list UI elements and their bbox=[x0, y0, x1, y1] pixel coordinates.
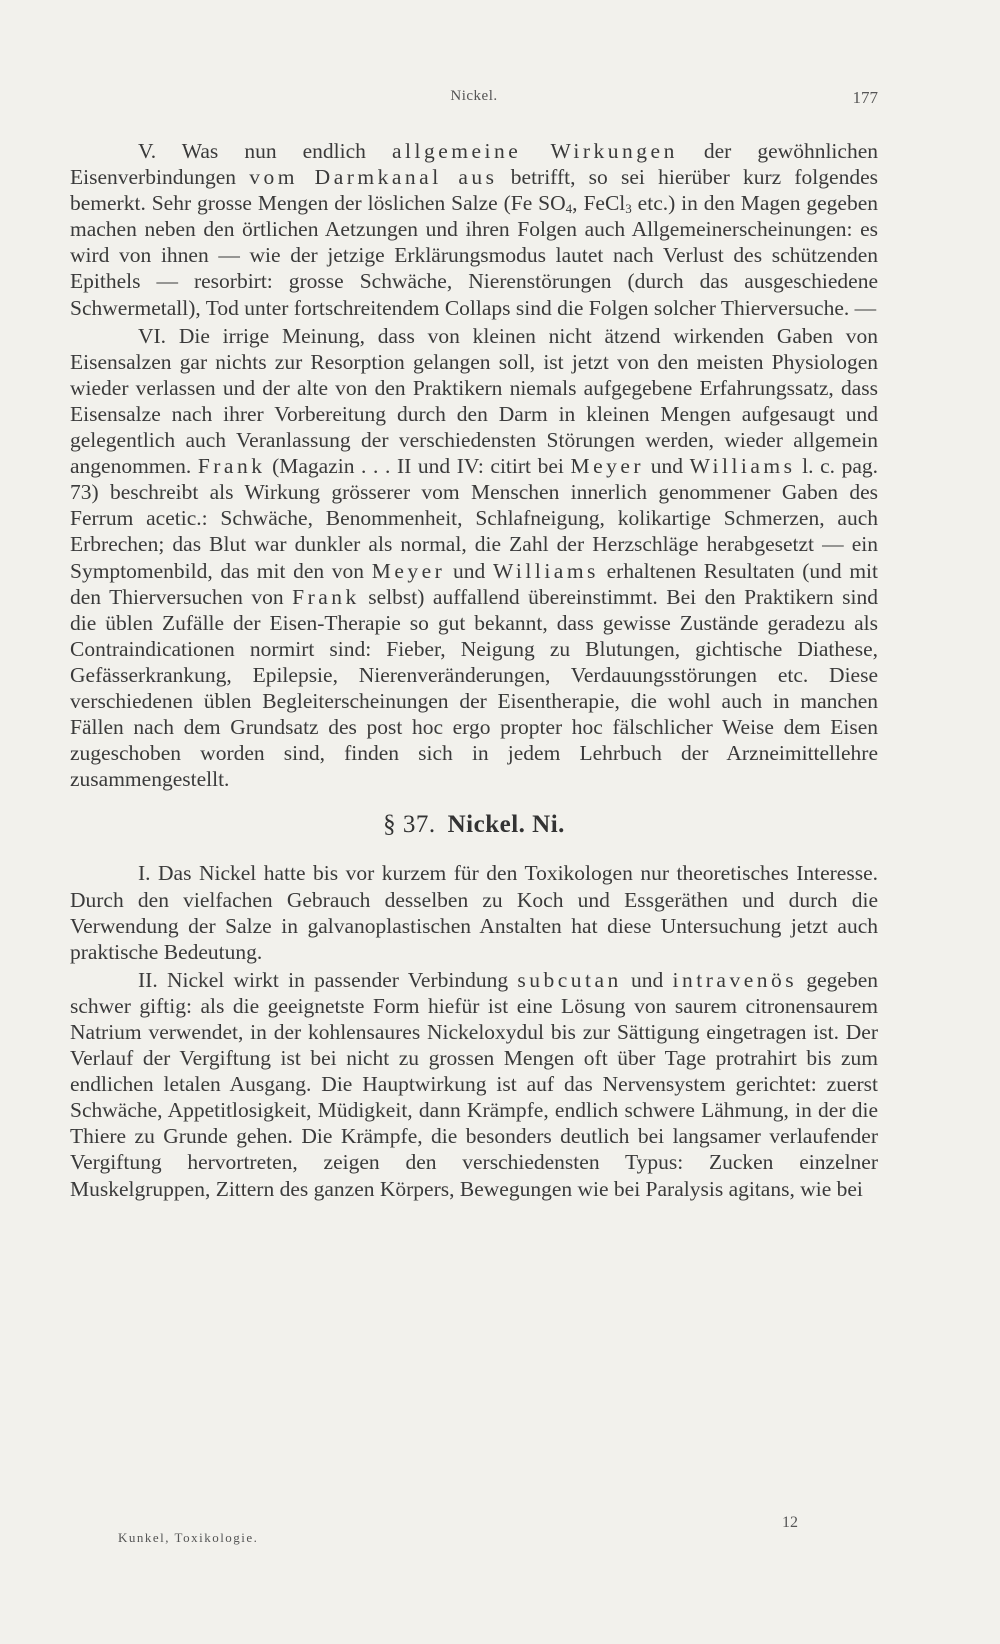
page-number: 177 bbox=[852, 88, 878, 107]
text-run: selbst) auffallend übereinstimmt. Bei den Praktikern sind die üblen Zufälle der Eisen-Therapie so gut bekannt, dass gewisse Zustände geradezu als Contraindicationen normirt sind: Fieber, Neigung zu Blutungen, gichtische Diathese, Gefässerkrankung, Epilepsie, Nierenveränderungen, Verdauungsstörungen etc. Diese verschiedenen üblen Begleiterscheinungen der Eisentherapie, die wohl auch in manchen Fällen nach dem Grundsatz des post hoc ergo propter hoc fälschlicher Weise dem Eisen zugeschoben worden sind, finden sich in jedem Lehrbuch der Arzneimittellehre zusammengestellt. bbox=[70, 584, 879, 792]
text-run: l. c. pag. 73) beschreibt als Wirkung grösserer vom Menschen innerlich genommener Gaben des Ferrum acetic.: Schwäche, Benommenheit, Schlafneigung, kolikartige Schmerzen, auch Erbrechen; das Blut war dunkler als normal, die Zahl der Herzschläge herabgesetzt — ein Symptomenbild, das mit den von bbox=[70, 454, 879, 583]
paragraph-ii bbox=[70, 967, 878, 1202]
running-head bbox=[70, 88, 878, 112]
text-run: (Magazin . . . II und IV: citirt bei bbox=[265, 454, 571, 479]
text-run: und bbox=[621, 967, 673, 992]
text-run: I. Das Nickel hatte bis vor kurzem für den Toxikologen nur theoretisches Interesse. Durch den vielfachen Gebrauch desselben zu Koch und Essgeräthen und durch die Verwendung der Salze in galvanoplastischen Anstalten hat diese Untersuchung jetzt auch praktische Bedeutung. bbox=[70, 861, 878, 964]
emphasis-text: Meyer bbox=[371, 558, 446, 583]
section-title: Nickel. Ni. bbox=[447, 811, 565, 839]
text-run: gegeben schwer giftig: als die geeignetste Form hiefür ist eine Lösung von saurem citronensaurem Natrium verwendet, in der kohlensaures Nickeloxydul bis zur Sättigung eingetragen ist. Der Verlauf der Vergiftung ist bei nicht zu grossen Mengen oft über Tage protrahirt bis zum endlichen letalen Ausgang. Die Hauptwirkung ist auf das Nervensystem gerichtet: zuerst Schwäche, Appetitlosigkeit, Müdigkeit, dann Krämpfe, endlich schwere Lähmung, in der die Thiere zu Grunde gehen. Die Krämpfe, die besonders deutlich bei langsamer verlaufender Vergiftung hervortreten, zeigen den verschiedensten Typus: Zucken einzelner Muskelgruppen, Zittern des ganzen Körpers, Bewegungen wie bei Paralysis agitans, wie bei bbox=[70, 967, 878, 1201]
paragraph-vi bbox=[70, 323, 878, 793]
emphasis-text: vom Darmkanal aus bbox=[249, 165, 498, 190]
paragraph-v bbox=[70, 138, 878, 321]
page-footer bbox=[118, 1514, 878, 1554]
emphasis-text: subcutan bbox=[517, 967, 622, 992]
paragraph-i bbox=[70, 860, 878, 964]
running-title: Nickel. bbox=[450, 88, 498, 104]
signature-mark: 12 bbox=[782, 1514, 798, 1531]
emphasis-text: Meyer bbox=[570, 454, 645, 479]
section-heading bbox=[70, 812, 878, 838]
subscript: 4 bbox=[565, 201, 573, 217]
text-run: betrifft, so sei hierüber kurz folgendes bemerkt. Sehr grosse Mengen der löslichen Salze (Fe SO bbox=[70, 165, 878, 216]
text-run: und bbox=[445, 558, 493, 583]
emphasis-text: Williams bbox=[689, 454, 796, 479]
text-run: , FeCl bbox=[572, 191, 626, 216]
footer-book: Toxikologie. bbox=[170, 1530, 259, 1545]
footer-author: Kunkel, bbox=[118, 1530, 171, 1545]
text-run: erhaltenen Resultaten (und mit den Thierversuchen von bbox=[70, 558, 878, 609]
text-run: II. Nickel wirkt in passender Verbindung bbox=[138, 967, 518, 992]
emphasis-text: Frank bbox=[197, 454, 266, 479]
emphasis-text: intravenös bbox=[672, 967, 798, 992]
section-number: § 37. bbox=[383, 811, 436, 839]
text-run: und bbox=[644, 454, 690, 479]
text-run: VI. Die irrige Meinung, dass von kleinen nicht ätzend wirkenden Gaben von Eisensalzen gar nichts zur Resorption gelangen soll, ist jetzt von den meisten Physiologen wieder verlassen und der alte von den Praktikern niemals aufgegebene Erfahrungssatz, dass Eisensalze nach ihrer Vorbereitung durch den Darm in kleinen Mengen aufgesaugt und gelegentlich auch Veranlassung der verschiedensten Störungen werden, wieder allgemein angenommen. bbox=[70, 323, 878, 479]
text-run: der gewöhnlichen Eisenverbindungen bbox=[70, 139, 878, 190]
emphasis-text: Frank bbox=[292, 584, 360, 609]
emphasis-text: allgemeine Wirkungen bbox=[391, 139, 678, 163]
text-run: etc.) in den Magen gegeben machen neben den örtlichen Aetzungen und ihren Folgen auch Allgemeinerscheinungen: es wird von ihnen — wie der jetzige Erklärungsmodus lautet nach Verlust des schützenden Epithels — resorbirt: grosse Schwäche, Nierenstörungen (durch das ausgeschiedene Schwermetall), Tod unter fortschreitendem Collaps sind die Folgen solcher Thierversuche. — bbox=[70, 191, 878, 320]
footer-imprint bbox=[118, 1530, 258, 1546]
text-run: V. Was nun endlich bbox=[138, 139, 392, 163]
emphasis-text: Williams bbox=[492, 558, 599, 583]
subscript: 3 bbox=[625, 201, 632, 217]
body-text bbox=[70, 138, 878, 1202]
